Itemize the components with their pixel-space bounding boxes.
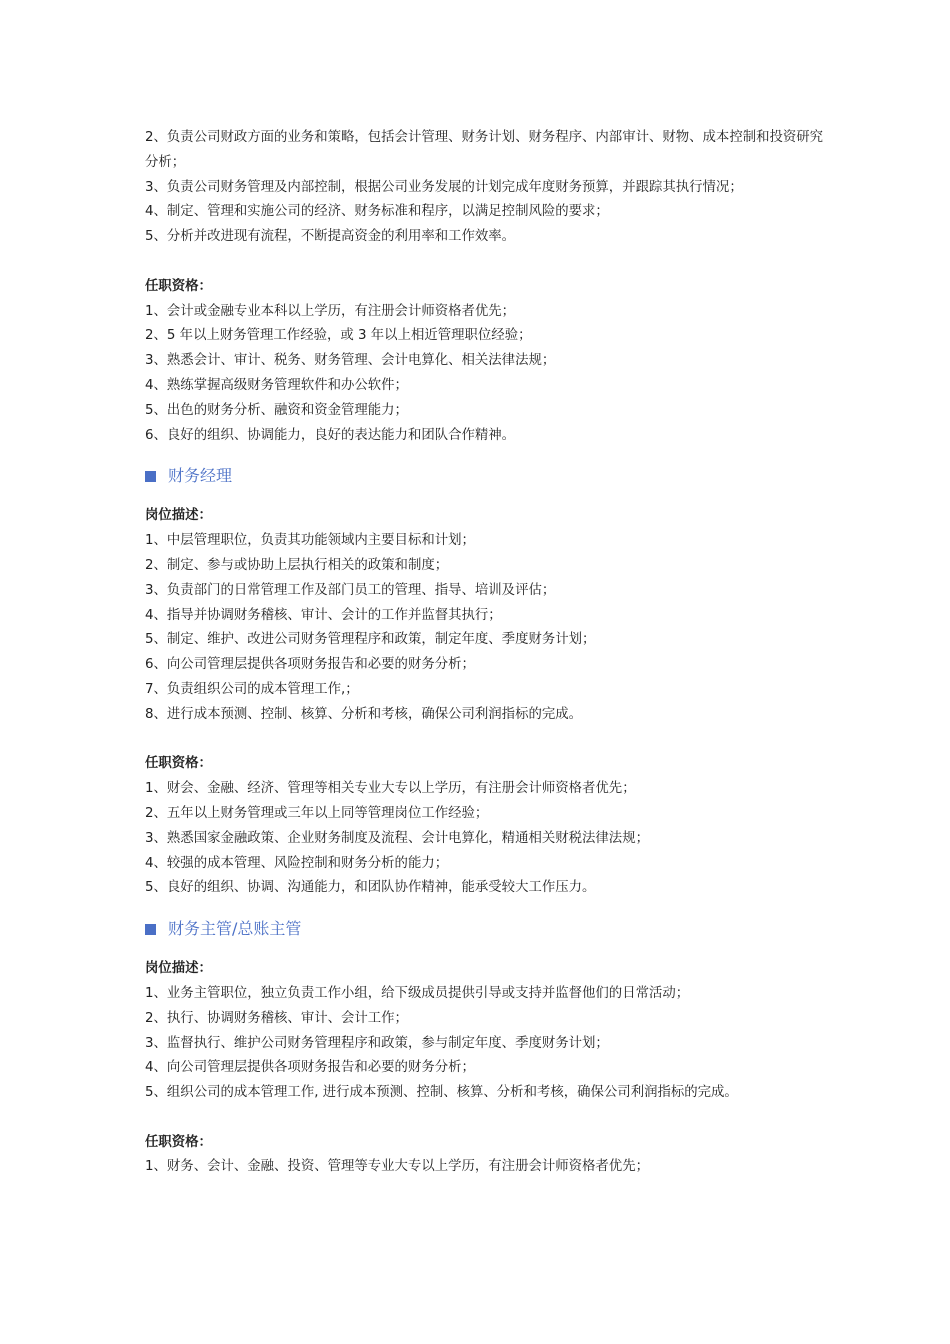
list-item: 1、中层管理职位，负责其功能领域内主要目标和计划； (145, 533, 475, 549)
manager-qualification-list (145, 777, 825, 901)
document-page (145, 126, 825, 1180)
list-item: 3、监督执行、维护公司财务管理程序和政策，参与制定年度、季度财务计划； (145, 1035, 609, 1051)
qualification-label: 任职资格： (145, 1134, 212, 1150)
list-item: 3、负责公司财务管理及内部控制，根据公司业务发展的计划完成年度财务预算，并跟踪其执行情况； (145, 179, 743, 195)
list-item: 3、熟悉会计、审计、税务、财务管理、会计电算化、相关法律法规； (145, 353, 556, 369)
section-heading-financial-manager (145, 462, 825, 490)
section-title: 财务主管/总账主管 (168, 919, 302, 939)
intro-qualification-list (145, 300, 825, 449)
list-item: 1、财务、会计、金融、投资、管理等专业大专以上学历，有注册会计师资格者优先； (145, 1159, 649, 1175)
list-item: 6、向公司管理层提供各项财务报告和必要的财务分析； (145, 657, 475, 673)
list-item: 2、5 年以上财务管理工作经验，或 3 年以上相近管理职位经验； (145, 328, 532, 344)
list-item: 3、熟悉国家金融政策、企业财务制度及流程、会计电算化，精通相关财税法律法规； (145, 830, 649, 846)
list-item: 4、指导并协调财务稽核、审计、会计的工作并监督其执行； (145, 607, 502, 623)
list-item: 5、分析并改进现有流程，不断提高资金的利用率和工作效率。 (145, 229, 516, 245)
list-item: 7、负责组织公司的成本管理工作,； (145, 681, 359, 697)
list-item: 1、财会、金融、经济、管理等相关专业大专以上学历，有注册会计师资格者优先； (145, 781, 636, 797)
list-item: 2、制定、参与或协助上层执行相关的政策和制度； (145, 557, 449, 573)
list-item: 3、负责部门的日常管理工作及部门员工的管理、指导、培训及评估； (145, 582, 556, 598)
square-bullet-icon (145, 924, 156, 935)
list-item: 4、制定、管理和实施公司的经济、财务标准和程序，以满足控制风险的要求； (145, 204, 609, 220)
list-item: 5、良好的组织、协调、沟通能力，和团队协作精神，能承受较大工作压力。 (145, 880, 596, 896)
list-item: 5、制定、维护、改进公司财务管理程序和政策，制定年度、季度财务计划； (145, 632, 596, 648)
list-item: 4、向公司管理层提供各项财务报告和必要的财务分析； (145, 1060, 475, 1076)
supervisor-qualification-list (145, 1155, 825, 1180)
list-item: 8、进行成本预测、控制、核算、分析和考核，确保公司利润指标的完成。 (145, 706, 583, 722)
intro-duties-list (145, 126, 825, 250)
qualification-label: 任职资格： (145, 756, 212, 772)
description-label: 岗位描述： (145, 508, 212, 524)
list-item: 6、良好的组织、协调能力，良好的表达能力和团队合作精神。 (145, 427, 516, 443)
square-bullet-icon (145, 471, 156, 482)
list-item: 4、熟练掌握高级财务管理软件和办公软件； (145, 377, 408, 393)
list-item: 5、组织公司的成本管理工作, 进行成本预测、控制、核算、分析和考核，确保公司利润指标的完成。 (145, 1085, 738, 1101)
list-item: 2、负责公司财政方面的业务和策略，包括会计管理、财务计划、财务程序、内部审计、财物、成本控制和投资研究分析； (145, 130, 824, 170)
description-label: 岗位描述： (145, 961, 212, 977)
list-item: 5、出色的财务分析、融资和资金管理能力； (145, 402, 408, 418)
list-item: 2、五年以上财务管理或三年以上同等管理岗位工作经验； (145, 805, 489, 821)
manager-duties-list (145, 529, 825, 727)
list-item: 1、业务主管职位，独立负责工作小组，给下级成员提供引导或支持并监督他们的日常活动； (145, 985, 690, 1001)
qualification-label: 任职资格： (145, 278, 212, 294)
list-item: 4、较强的成本管理、风险控制和财务分析的能力； (145, 855, 449, 871)
section-heading-financial-supervisor (145, 915, 825, 943)
section-title: 财务经理 (168, 466, 233, 486)
list-item: 1、会计或金融专业本科以上学历，有注册会计师资格者优先； (145, 303, 516, 319)
list-item: 2、执行、协调财务稽核、审计、会计工作； (145, 1010, 408, 1026)
supervisor-duties-list (145, 982, 825, 1106)
